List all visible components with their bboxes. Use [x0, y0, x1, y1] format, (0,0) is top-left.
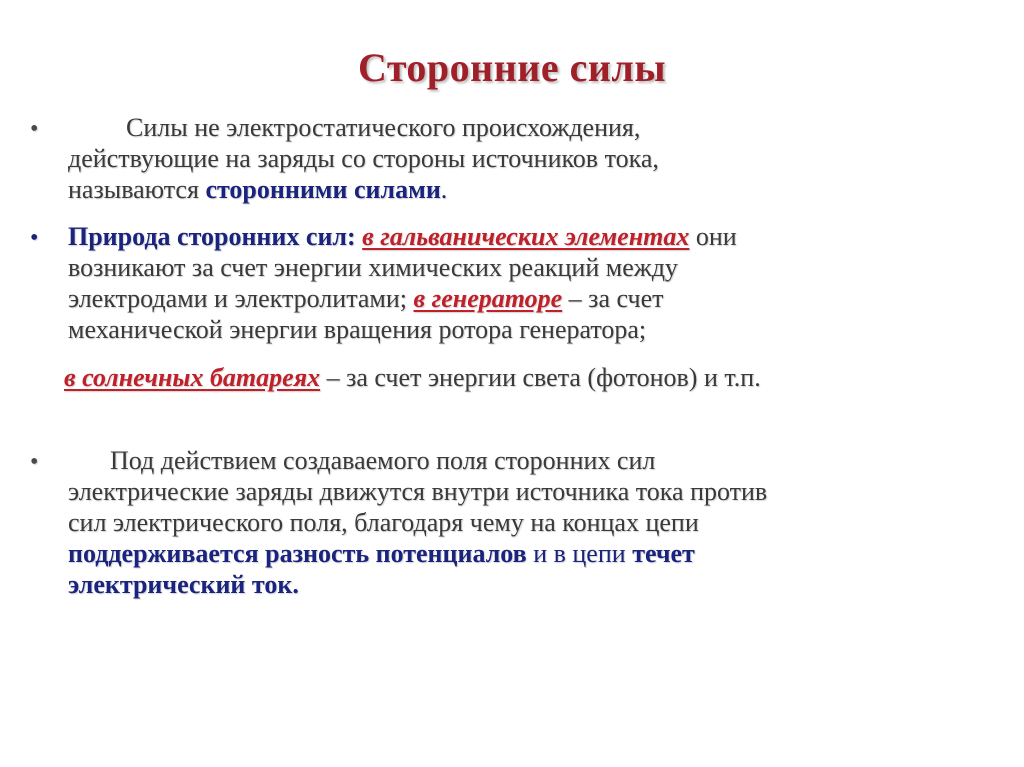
paragraph-3-line-1	[68, 445, 1008, 476]
paragraph-3	[68, 445, 1008, 600]
paragraph-2-line-4: механической энергии вращения ротора генератора;	[68, 315, 647, 344]
p3-line4-mid: и в цепи	[526, 539, 633, 568]
em-solar-batteries: в солнечных батареях	[64, 363, 321, 392]
em-galvanic-cells: в гальванических элементах	[362, 222, 690, 251]
bullet-3: •	[30, 449, 39, 475]
paragraph-2-line-3	[68, 283, 1008, 314]
em-generator: в генераторе	[413, 284, 563, 313]
p2-line1-tail: они	[689, 222, 737, 251]
paragraph-1-line-2: действующие на заряды со стороны источников тока,	[68, 144, 659, 173]
paragraph-2-line-5	[64, 362, 1004, 393]
p1-line3-post: .	[440, 175, 448, 204]
bullet-2: •	[30, 225, 39, 251]
slide-title: Сторонние силы	[357, 45, 667, 90]
p1-line3-pre: называются	[68, 175, 206, 204]
paragraph-3-line-5: электрический ток.	[68, 570, 299, 599]
paragraph-2-line-2: возникают за счет энергии химических реакций между	[68, 253, 678, 282]
paragraph-3-line-3: сил электрического поля, благодаря чему на концах цепи	[68, 508, 699, 537]
paragraph-2-line-1	[68, 221, 1008, 252]
p1-line1-text: Силы не электростатического происхождения,	[126, 113, 641, 142]
p2-line3-post: – за счет	[562, 284, 664, 313]
term-external-forces: сторонними силами	[205, 175, 441, 204]
p2-line3-pre: электродами и электролитами;	[68, 284, 414, 313]
p2-line5-post: – за счет энергии света (фотонов) и т.п.	[320, 363, 761, 392]
paragraph-3-line-4	[68, 538, 1008, 569]
paragraph-3-line-2: электрические заряды движутся внутри источника тока против	[68, 477, 768, 506]
nature-of-forces-label: Природа сторонних сил:	[68, 222, 356, 251]
paragraph-2	[68, 221, 1008, 345]
paragraph-1-line-3	[68, 174, 1008, 205]
paragraph-1	[68, 112, 1008, 205]
bullet-1: •	[30, 116, 39, 142]
paragraph-1-line-1	[68, 112, 1008, 143]
em-flows: течет	[632, 539, 695, 568]
em-potential-difference: поддерживается разность потенциалов	[68, 539, 527, 568]
p3-line1-text: Под действием создаваемого поля сторонних сил	[110, 446, 656, 475]
